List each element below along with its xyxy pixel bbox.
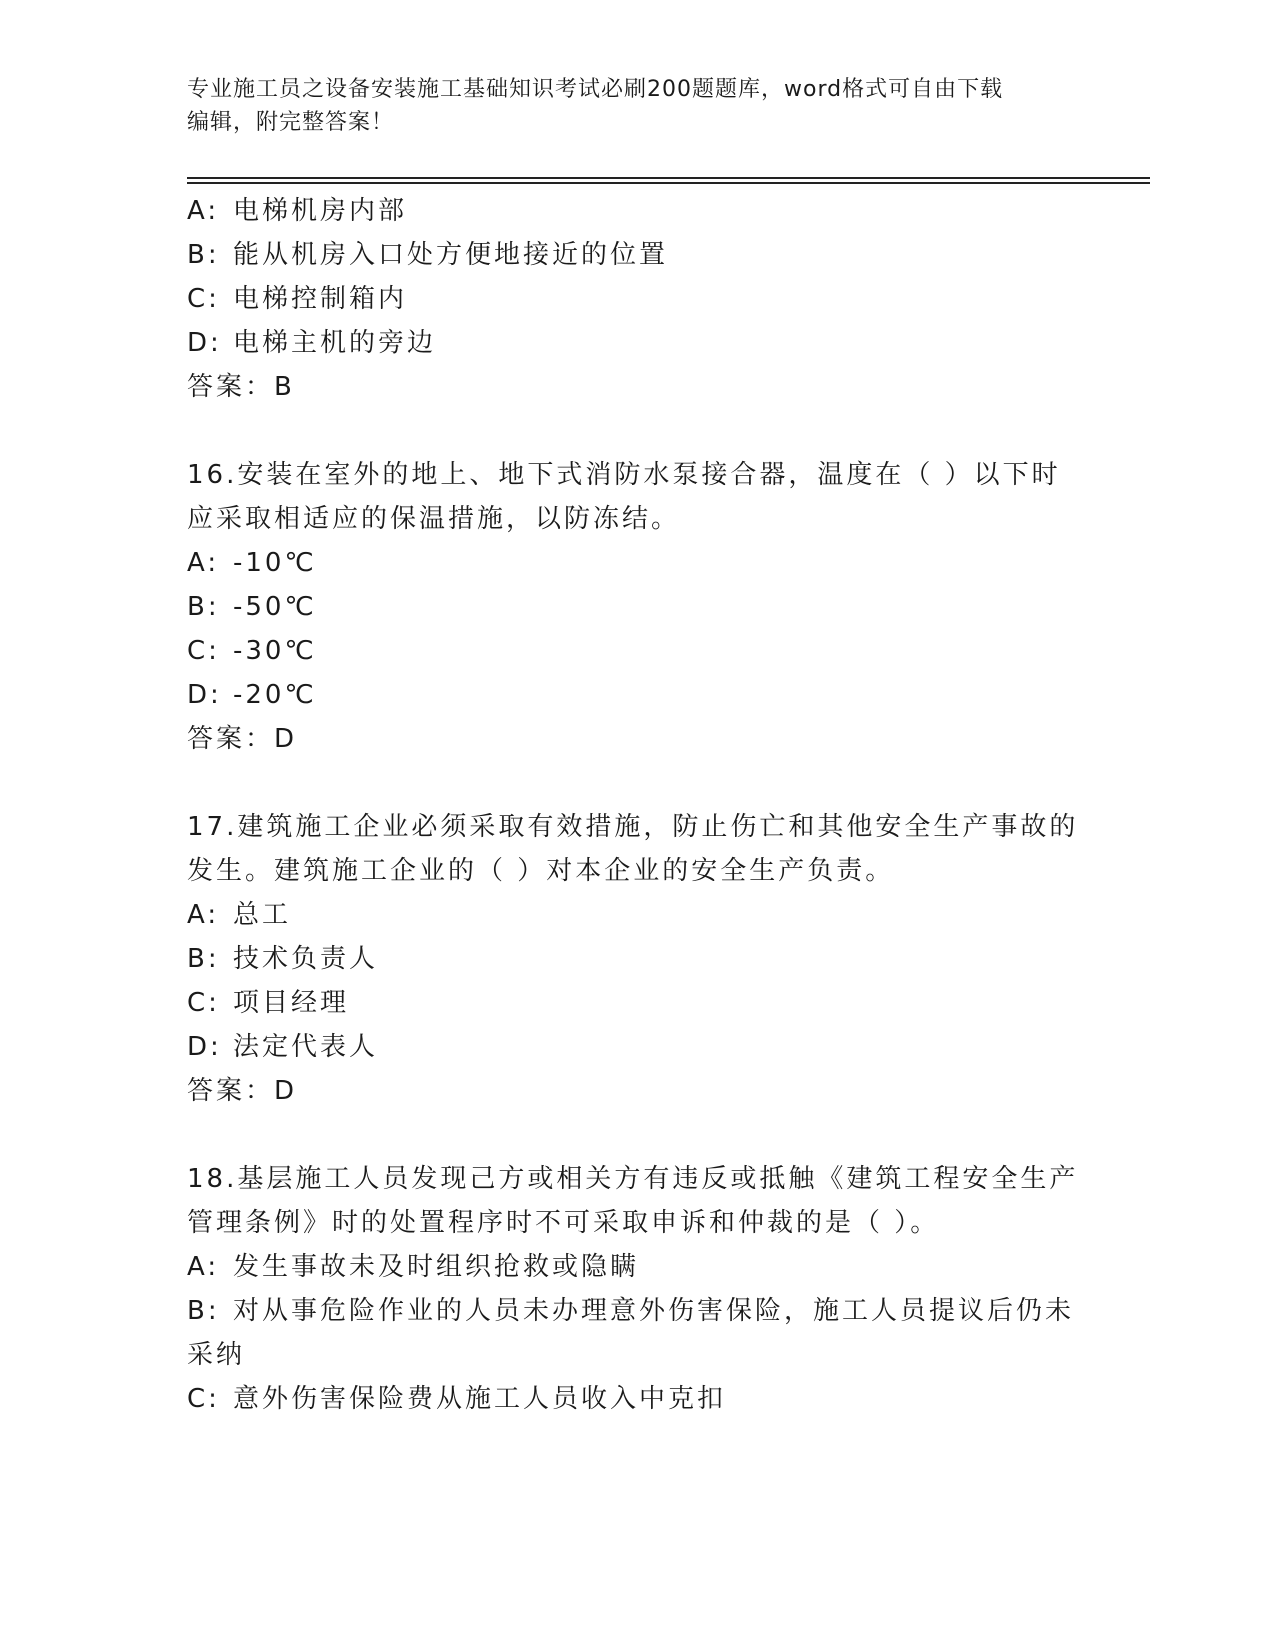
q16-option-d: D: -20℃ [187,680,317,710]
q16-option-a: A: -10℃ [187,548,317,578]
header-rule-bottom [187,182,1150,184]
q17-stem-line-2: 发生。建筑施工企业的（ ）对本企业的安全生产负责。 [187,856,895,886]
q17-stem-line-1: 17.建筑施工企业必须采取有效措施，防止伤亡和其他安全生产事故的 [187,812,1079,842]
q18-stem-line-1: 18.基层施工人员发现己方或相关方有违反或抵触《建筑工程安全生产 [187,1164,1079,1194]
q17-answer: 答案：D [187,1076,298,1106]
q17-option-c: C: 项目经理 [187,988,350,1018]
q16-stem-line-1: 16.安装在室外的地上、地下式消防水泵接合器，温度在（ ）以下时 [187,460,1061,490]
q16-answer: 答案：D [187,724,298,754]
header-line-1: 专业施工员之设备安装施工基础知识考试必刷200题题库，word格式可自由下载 [187,77,1004,102]
document-header [187,73,1087,139]
q18-option-c: C: 意外伤害保险费从施工人员收入中克扣 [187,1384,727,1414]
q15-option-d: D: 电梯主机的旁边 [187,328,437,358]
q15-option-b: B: 能从机房入口处方便地接近的位置 [187,240,669,270]
q17-option-b: B: 技术负责人 [187,944,379,974]
q15-option-a: A: 电梯机房内部 [187,196,408,226]
q17-option-a: A: 总工 [187,900,292,930]
q18-stem-line-2: 管理条例》时的处置程序时不可采取申诉和仲裁的是（ ）。 [187,1208,940,1238]
q16-option-c: C: -30℃ [187,636,317,666]
q18-option-a: A: 发生事故未及时组织抢救或隐瞒 [187,1252,640,1282]
q17-option-d: D: 法定代表人 [187,1032,379,1062]
q15-answer: 答案：B [187,372,295,402]
header-rule-top [187,177,1150,179]
q15-option-c: C: 电梯控制箱内 [187,284,408,314]
q18-option-b-continuation: 采纳 [187,1340,246,1370]
q16-option-b: B: -50℃ [187,592,317,622]
header-line-2: 编辑，附完整答案！ [187,110,395,135]
q16-stem-line-2: 应采取相适应的保温措施，以防冻结。 [187,504,681,534]
q18-option-b: B: 对从事危险作业的人员未办理意外伤害保险，施工人员提议后仍未 [187,1296,1075,1326]
